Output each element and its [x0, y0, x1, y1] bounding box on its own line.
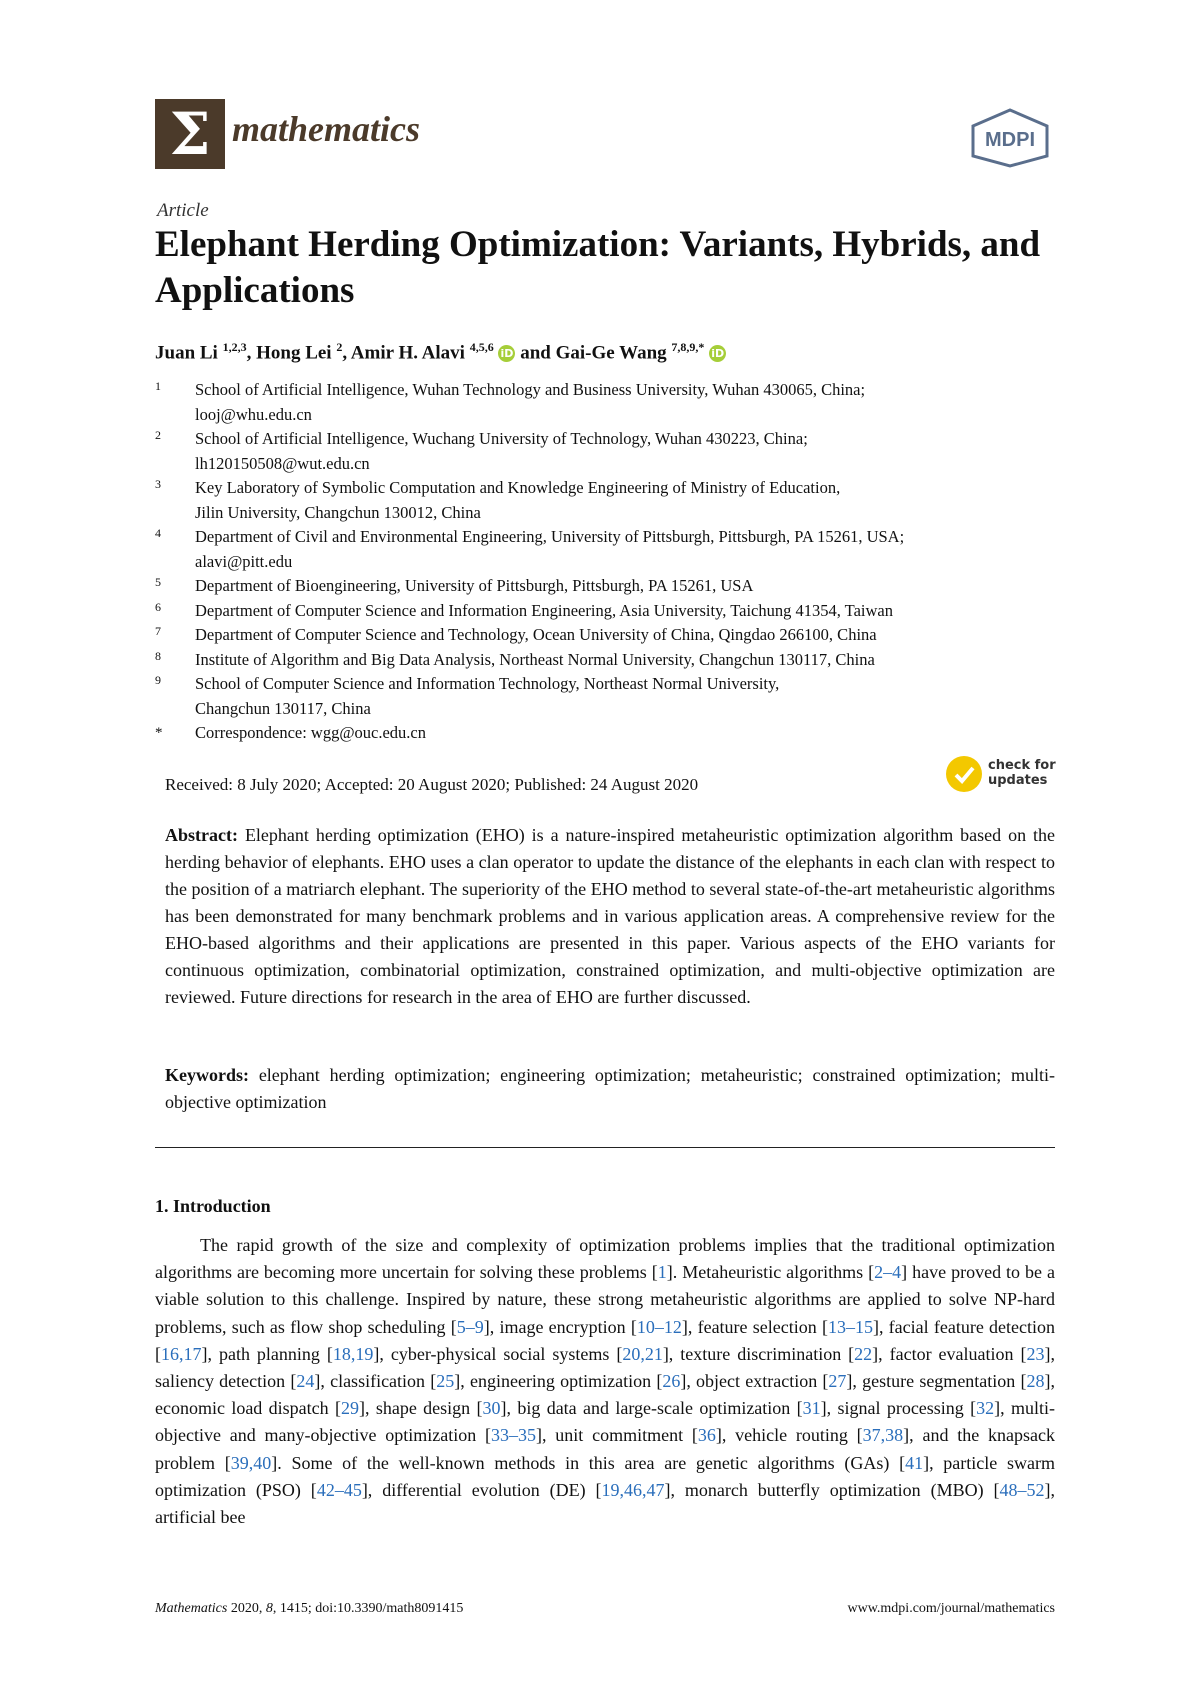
affiliation-text: Department of Civil and Environmental Engineering, University of Pittsburgh, Pittsburgh, PA 15261, USA;	[195, 527, 905, 546]
author-affiliation-marks: 1,2,3	[222, 340, 247, 354]
intro-text: ], particle swarm optimization (PSO) [	[155, 1452, 1055, 1500]
author-name: Amir H. Alavi	[350, 342, 465, 364]
mdpi-label: MDPI	[985, 129, 1035, 151]
author-separator: ,	[246, 342, 257, 364]
affiliation-continuation: lh120150508@wut.edu.cn	[195, 453, 370, 473]
intro-text: ], differential evolution (DE) [	[361, 1479, 602, 1500]
abstract	[165, 822, 1055, 1011]
author-separator: ,	[342, 342, 351, 364]
citation-link[interactable]: 33–35	[491, 1425, 537, 1446]
keywords-label: Keywords:	[165, 1065, 249, 1085]
intro-text: ], texture discrimination [	[662, 1343, 855, 1364]
intro-text: ], gesture segmentation [	[846, 1371, 1027, 1392]
affiliations	[155, 378, 1055, 746]
author-name: Gai-Ge Wang	[555, 342, 667, 364]
intro-text: ]. Metaheuristic algorithms [	[666, 1262, 875, 1283]
intro-text: ], economic load dispatch [	[155, 1371, 1055, 1419]
affiliation-text: Institute of Algorithm and Big Data Analysis, Northeast Normal University, Changchun 130117, China	[195, 649, 875, 669]
affiliation-number: 1	[155, 379, 161, 393]
citation-link[interactable]: 30	[482, 1398, 501, 1419]
check-for-updates-badge[interactable]	[946, 756, 1056, 796]
orcid-icon[interactable]: iD	[498, 345, 515, 362]
intro-text: ], feature selection [	[681, 1316, 828, 1337]
author-affiliation-marks: 4,5,6	[469, 340, 494, 354]
mdpi-logo	[965, 108, 1055, 168]
section-divider	[155, 1147, 1055, 1148]
intro-text: ], and the knapsack problem [	[155, 1425, 1055, 1473]
keywords	[165, 1062, 1055, 1116]
journal-name: mathematics	[232, 109, 420, 149]
intro-text: ] have proved to be a viable solution to this challenge. Inspired by nature, these strong metaheuristic algorithms are applied to solve NP-hard problems, such as flow shop scheduling [	[155, 1262, 1056, 1337]
affiliation-number: 5	[155, 575, 161, 589]
footer-citation	[155, 1601, 463, 1617]
affiliation-continuation: Jilin University, Changchun 130012, China	[195, 502, 481, 522]
section-heading: 1. Introduction	[155, 1196, 271, 1216]
citation-link[interactable]: 26	[662, 1371, 681, 1392]
intro-text: ], monarch butterfly optimization (MBO) [	[664, 1479, 1000, 1500]
intro-text: ], facial feature detection [	[155, 1316, 1055, 1364]
intro-text: ], artificial bee	[155, 1479, 1055, 1528]
citation-link[interactable]: 23	[1026, 1343, 1045, 1364]
introduction-paragraph	[155, 1232, 1055, 1531]
affiliation-number: 6	[155, 599, 161, 614]
citation-link[interactable]: 48–52	[999, 1479, 1045, 1500]
affiliation-item	[155, 623, 1055, 648]
affiliation-item	[155, 378, 1055, 427]
intro-text: ], shape design [	[358, 1398, 483, 1419]
footer-volume: 8	[265, 1601, 273, 1616]
author-separator: and	[515, 342, 556, 364]
author-affiliation-marks: 7,8,9,*	[671, 340, 705, 354]
affiliation-item	[155, 599, 1055, 624]
intro-text: ], unit commitment [	[536, 1425, 698, 1446]
affiliation-text: School of Computer Science and Information Technology, Northeast Normal University,	[195, 674, 780, 693]
check-updates-icon	[946, 756, 982, 792]
affiliation-continuation: looj@whu.edu.cn	[195, 404, 312, 424]
affiliation-text: Key Laboratory of Symbolic Computation and Knowledge Engineering of Ministry of Education,	[195, 478, 841, 497]
paper-title: Elephant Herding Optimization: Variants, Hybrids, and Applications	[155, 224, 1041, 311]
intro-text: ], vehicle routing [	[715, 1425, 863, 1446]
citation-link[interactable]: 29	[340, 1398, 359, 1419]
citation-link[interactable]: 32	[976, 1398, 995, 1419]
intro-text: ], cyber-physical social systems [	[373, 1343, 623, 1364]
intro-text: ], saliency detection [	[155, 1343, 1055, 1392]
citation-link[interactable]: 24	[296, 1371, 315, 1392]
affiliation-number: 8	[155, 648, 161, 663]
affiliation-number: *	[155, 725, 163, 741]
intro-text: ], multi-objective and many-objective optimization [	[155, 1398, 1055, 1446]
journal-logo: Σ	[155, 99, 225, 169]
intro-text: ], engineering optimization [	[454, 1371, 663, 1392]
citation-link[interactable]: 28	[1026, 1371, 1045, 1392]
affiliation-number: 7	[155, 624, 161, 638]
citation-link[interactable]: 31	[802, 1398, 821, 1419]
intro-text: ], signal processing [	[820, 1398, 977, 1419]
citation-link[interactable]: 2–4	[874, 1262, 902, 1283]
citation-link[interactable]: 20,21	[622, 1343, 663, 1364]
citation-link[interactable]: 10–12	[636, 1316, 682, 1337]
intro-text: ]. Some of the well-known methods in this area are genetic algorithms (GAs) [	[271, 1452, 906, 1473]
affiliation-item	[155, 427, 1055, 476]
intro-text: ], image encryption [	[483, 1316, 637, 1337]
affiliation-text: Department of Computer Science and Information Engineering, Asia University, Taichung 41354, Taiwan	[195, 600, 894, 620]
citation-link[interactable]: 22	[854, 1343, 873, 1364]
citation-link[interactable]: 16,17	[161, 1343, 202, 1364]
citation-link[interactable]: 1	[657, 1262, 667, 1283]
footer-year: 2020,	[227, 1601, 266, 1616]
citation-link[interactable]: 42–45	[316, 1479, 362, 1500]
intro-text: ], path planning [	[201, 1343, 333, 1364]
publication-dates: Received: 8 July 2020; Accepted: 20 August 2020; Published: 24 August 2020	[165, 775, 699, 794]
intro-text: ], factor evaluation [	[872, 1343, 1027, 1364]
affiliation-text: Correspondence: wgg@ouc.edu.cn	[195, 723, 426, 742]
affiliation-number: 4	[155, 526, 161, 540]
affiliation-number: 2	[155, 428, 161, 442]
affiliation-item	[155, 476, 1055, 525]
abstract-label: Abstract:	[165, 825, 238, 845]
citation-link[interactable]: 37,38	[862, 1425, 904, 1446]
author-name: Hong Lei	[256, 342, 332, 364]
affiliation-item	[155, 721, 1055, 746]
affiliation-continuation: alavi@pitt.edu	[195, 551, 293, 571]
citation-link[interactable]: 13–15	[827, 1316, 873, 1337]
affiliation-item	[155, 525, 1055, 574]
citation-link[interactable]: 18,19	[332, 1343, 374, 1364]
affiliation-text: Department of Computer Science and Technology, Ocean University of China, Qingdao 266100, China	[195, 625, 877, 644]
affiliation-number: 9	[155, 673, 161, 687]
citation-link[interactable]: 36	[697, 1425, 716, 1446]
orcid-icon[interactable]: iD	[709, 345, 726, 362]
check-updates-line2: updates	[988, 773, 1048, 788]
intro-text: The rapid growth of the size and complexity of optimization problems implies that the traditional optimization algorithms are becoming more uncertain for solving these problems [	[155, 1235, 1055, 1283]
intro-text: ], object extraction [	[680, 1371, 829, 1392]
affiliation-item	[155, 574, 1055, 599]
footer-journal: Mathematics	[155, 1601, 228, 1616]
affiliation-number: 3	[155, 477, 161, 491]
citation-link[interactable]: 27	[828, 1371, 847, 1392]
citation-link[interactable]: 19,46,47	[601, 1479, 665, 1500]
abstract-text: Elephant herding optimization (EHO) is a nature-inspired metaheuristic optimization algorithm based on the herding behavior of elephants. EHO uses a clan operator to update the distance of the elephants in each clan with respect to the position of a matriarch elephant. The superiority of the EHO method to several state-of-the-art metaheuristic algorithms has been demonstrated for many benchmark problems and in various application areas. A comprehensive review for the EHO-based algorithms and their applications are presented in this paper. Various aspects of the EHO variants for continuous optimization, combinatorial optimization, constrained optimization, and multi-objective optimization are reviewed. Future directions for research in the area of EHO are further discussed.	[165, 825, 1056, 1007]
check-updates-line1: check for	[988, 758, 1056, 773]
citation-link[interactable]: 25	[436, 1371, 455, 1392]
article-type: Article	[157, 200, 209, 221]
author-name: Juan Li	[155, 342, 218, 364]
affiliation-continuation: Changchun 130117, China	[195, 698, 371, 718]
affiliation-text: School of Artificial Intelligence, Wuhan Technology and Business University, Wuhan 430065, China;	[195, 380, 866, 399]
affiliation-item	[155, 672, 1055, 721]
affiliation-text: Department of Bioengineering, University of Pittsburgh, Pittsburgh, PA 15261, USA	[195, 576, 754, 595]
footer-doi: , 1415; doi:10.3390/math8091415	[272, 1601, 464, 1616]
affiliation-text: School of Artificial Intelligence, Wuchang University of Technology, Wuhan 430223, China;	[195, 429, 808, 448]
author-list	[155, 340, 726, 364]
affiliation-item	[155, 648, 1055, 673]
intro-text: ], big data and large-scale optimization [	[500, 1398, 803, 1419]
citation-link[interactable]: 41	[905, 1452, 924, 1473]
citation-link[interactable]: 39,40	[230, 1452, 272, 1473]
footer-url[interactable]: www.mdpi.com/journal/mathematics	[847, 1601, 1055, 1616]
intro-text: ], classification [	[314, 1371, 437, 1392]
keywords-text: elephant herding optimization; engineering optimization; metaheuristic; constrained optimization; multi-objective optimization	[165, 1065, 1056, 1112]
citation-link[interactable]: 5–9	[456, 1316, 484, 1337]
author-affiliation-marks: 2	[336, 340, 343, 354]
